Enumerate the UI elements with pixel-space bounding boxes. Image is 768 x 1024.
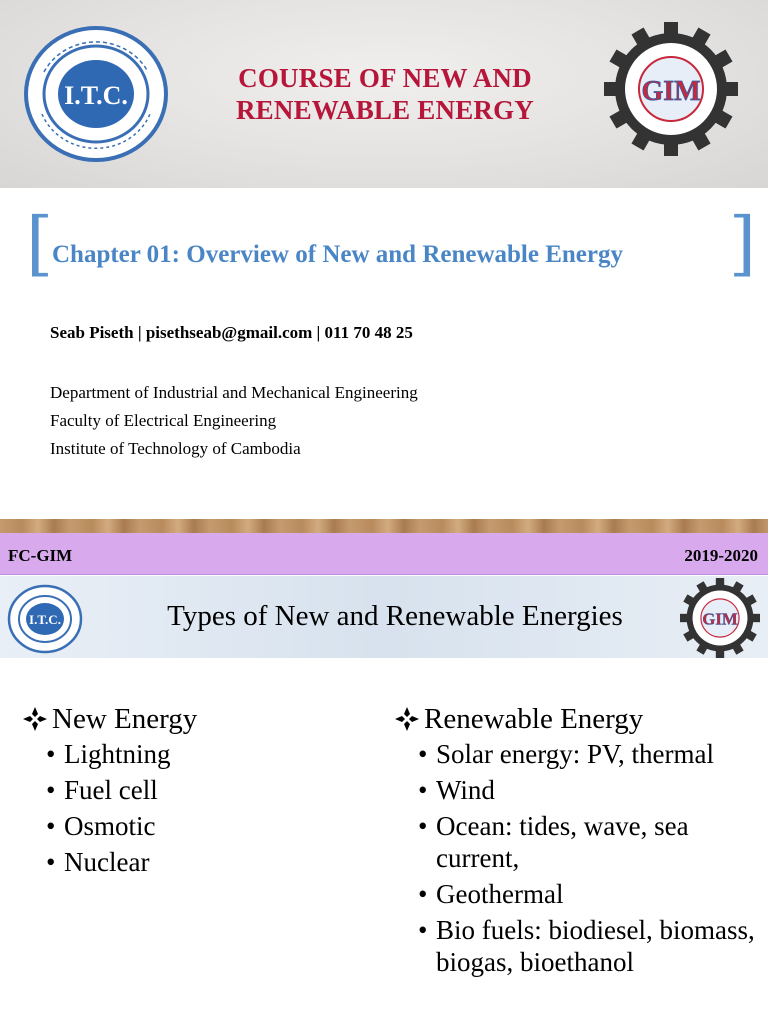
list-item: • Osmotic — [46, 810, 372, 842]
list-item: • Wind — [418, 774, 764, 806]
itc-logo-icon — [22, 24, 170, 164]
author-contact: Seab Piseth | pisethseab@gmail.com | 011 70 48 25 — [50, 323, 413, 342]
new-energy-list — [46, 738, 372, 878]
diamond-bullet-icon — [394, 706, 420, 732]
renewable-energy-list — [418, 738, 764, 978]
renewable-energy-heading — [394, 700, 764, 738]
footer-year-label: 2019-2020 — [684, 546, 758, 565]
list-item: • Geothermal — [418, 878, 764, 910]
footer-left-label: FC-GIM — [8, 546, 73, 565]
course-title — [180, 62, 590, 126]
affiliation-faculty: Faculty of Electrical Engineering — [50, 411, 277, 430]
diamond-bullet-icon — [22, 706, 48, 732]
footer-band — [0, 533, 768, 575]
right-bracket: ] — [728, 202, 756, 284]
itc-logo-text: I.T.C. — [64, 81, 128, 110]
affiliation-institute: Institute of Technology of Cambodia — [50, 439, 301, 458]
affiliation-block — [50, 379, 418, 463]
renewable-energy-column — [394, 700, 764, 982]
gim-logo-small-icon — [680, 578, 760, 658]
gim-logo-text: GIM — [641, 76, 701, 107]
left-bracket: [ — [26, 202, 54, 284]
list-item: • Solar energy: PV, thermal — [418, 738, 764, 770]
list-item: • Lightning — [46, 738, 372, 770]
itc-logo-small-icon — [6, 584, 84, 654]
chapter-banner — [26, 202, 756, 284]
course-title-line1: COURSE OF NEW AND — [238, 63, 532, 93]
new-energy-column — [22, 700, 372, 882]
list-item: • Nuclear — [46, 846, 372, 878]
gim-logo-small-text: GIM — [702, 609, 738, 629]
list-item: • Fuel cell — [46, 774, 372, 806]
new-energy-heading-text: New Energy — [52, 703, 198, 735]
chapter-title: Chapter 01: Overview of New and Renewable Energy — [52, 241, 623, 268]
renewable-energy-heading-text: Renewable Energy — [424, 703, 644, 735]
new-energy-heading — [22, 700, 372, 738]
itc-logo-small-text: I.T.C. — [29, 612, 61, 627]
list-item: • Bio fuels: biodiesel, biomass, biogas, bioethanol — [418, 914, 764, 978]
slide2-title: Types of New and Renewable Energies — [167, 600, 623, 632]
wood-divider — [0, 519, 768, 533]
course-title-line2: RENEWABLE ENERGY — [235, 95, 534, 125]
gim-logo-icon — [604, 22, 738, 156]
affiliation-department: Department of Industrial and Mechanical Engineering — [50, 383, 418, 402]
list-item: • Ocean: tides, wave, sea current, — [418, 810, 764, 874]
